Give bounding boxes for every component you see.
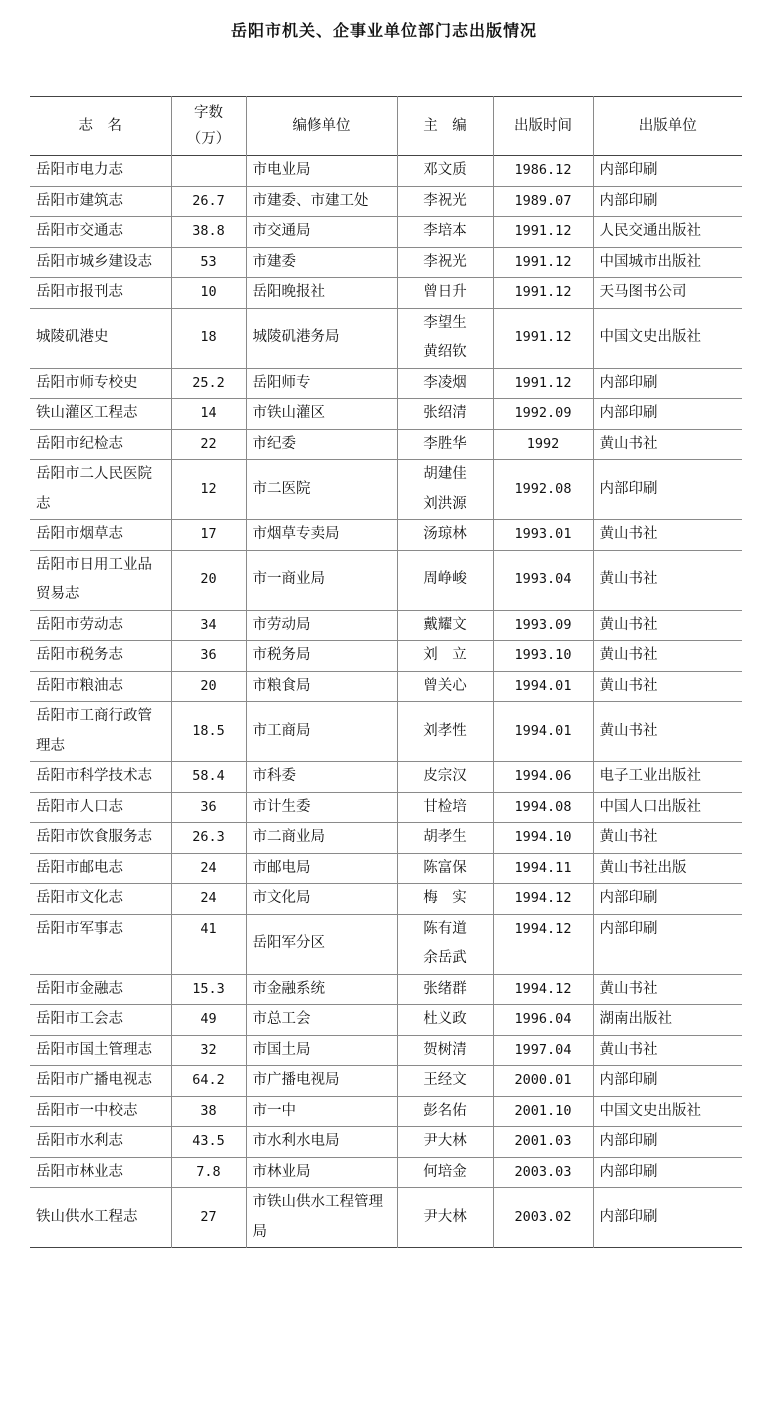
cell-name: 岳阳市工会志: [36, 1011, 123, 1027]
cell-unit: 市铁山灌区: [246, 399, 397, 430]
cell-name: 岳阳市报刊志: [36, 284, 123, 300]
header-words: [171, 97, 246, 156]
cell-unit: 市烟草专卖局: [246, 520, 397, 551]
cell-publisher: 黄山书社: [593, 1035, 742, 1066]
cell-publisher: 内部印刷: [593, 399, 742, 430]
cell-words: 24: [171, 853, 246, 884]
header-editor: 主 编: [397, 97, 493, 156]
editor-name: 邓文质: [423, 162, 467, 178]
cell-editor: [397, 156, 493, 187]
table-row: [30, 853, 742, 884]
editor-name: 李培本: [423, 223, 467, 239]
cell-publisher: 内部印刷: [593, 884, 742, 915]
cell-date: 1993.04: [493, 550, 593, 610]
cell-date: 2003.02: [493, 1188, 593, 1248]
table-row: [30, 974, 742, 1005]
table-row: [30, 429, 742, 460]
table-body: [30, 156, 742, 1248]
table-row: [30, 914, 742, 974]
cell-editor: [397, 399, 493, 430]
editor-name: 戴耀文: [423, 616, 467, 633]
cell-words: 18.5: [171, 702, 246, 762]
cell-words: 41: [171, 914, 246, 974]
editor-name: 尹大林: [423, 1208, 467, 1225]
cell-name: 岳阳市军事志: [36, 920, 123, 937]
table-row: [30, 156, 742, 187]
editor-name: 李祝光: [423, 253, 467, 270]
cell-editor: [397, 429, 493, 460]
editor-name: 张绪群: [423, 980, 467, 997]
table-row: [30, 247, 742, 278]
cell-unit: 市金融系统: [246, 974, 397, 1005]
cell-date: 1994.06: [493, 762, 593, 793]
cell-words: 14: [171, 399, 246, 430]
cell-date: 1993.09: [493, 610, 593, 641]
editor-name: 梅 实: [423, 890, 467, 906]
cell-date: 1992.09: [493, 399, 593, 430]
cell-words: 25.2: [171, 368, 246, 399]
cell-date: 1991.12: [493, 278, 593, 309]
cell-words: 36: [171, 641, 246, 672]
cell-name: 岳阳市税务志: [36, 647, 123, 663]
table-row: [30, 641, 742, 672]
table-row: [30, 884, 742, 915]
cell-date: 2003.03: [493, 1157, 593, 1188]
cell-name: 岳阳市电力志: [36, 162, 123, 178]
cell-name: 岳阳市工商行政管理志: [36, 708, 152, 754]
table-row: [30, 368, 742, 399]
cell-publisher: 黄山书社: [593, 641, 742, 672]
cell-editor: [397, 1005, 493, 1036]
cell-publisher: 黄山书社: [593, 520, 742, 551]
cell-unit: 市一商业局: [246, 550, 397, 610]
cell-date: 1996.04: [493, 1005, 593, 1036]
cell-publisher: 内部印刷: [593, 914, 742, 974]
table-row: [30, 1096, 742, 1127]
editor-name: 贺树清: [423, 1041, 467, 1058]
table-row: [30, 762, 742, 793]
cell-date: 1991.12: [493, 247, 593, 278]
cell-editor: [397, 792, 493, 823]
header-words-line2: （万）: [186, 131, 231, 147]
cell-words: 53: [171, 247, 246, 278]
table-row: [30, 1035, 742, 1066]
cell-unit: 市国土局: [246, 1035, 397, 1066]
cell-publisher: 黄山书社: [593, 974, 742, 1005]
table-row: [30, 610, 742, 641]
cell-date: 2000.01: [493, 1066, 593, 1097]
cell-name: 岳阳市建筑志: [36, 192, 123, 209]
cell-words: 49: [171, 1005, 246, 1036]
cell-unit: 市计生委: [246, 792, 397, 823]
cell-words: 18: [171, 308, 246, 368]
cell-date: 1993.01: [493, 520, 593, 551]
cell-words: 32: [171, 1035, 246, 1066]
cell-date: 1994.12: [493, 914, 593, 974]
cell-unit: 市一中: [246, 1096, 397, 1127]
cell-date: 1991.12: [493, 217, 593, 248]
cell-words: [171, 156, 246, 187]
cell-editor: [397, 853, 493, 884]
cell-name: 岳阳市广播电视志: [36, 1072, 152, 1088]
cell-publisher: 内部印刷: [593, 460, 742, 520]
cell-date: 1993.10: [493, 641, 593, 672]
cell-editor: [397, 671, 493, 702]
cell-words: 12: [171, 460, 246, 520]
cell-unit: 市工商局: [246, 702, 397, 762]
cell-editor: [397, 308, 493, 368]
cell-date: 1994.01: [493, 702, 593, 762]
cell-unit: 市劳动局: [246, 610, 397, 641]
cell-unit: 市广播电视局: [246, 1066, 397, 1097]
cell-date: 1994.08: [493, 792, 593, 823]
cell-date: 1989.07: [493, 186, 593, 217]
editor-name: 刘孝性: [423, 722, 467, 739]
cell-unit: 市交通局: [246, 217, 397, 248]
cell-date: 1992: [493, 429, 593, 460]
cell-date: 1994.12: [493, 884, 593, 915]
cell-editor: [397, 460, 493, 520]
cell-unit: 市文化局: [246, 884, 397, 915]
cell-words: 38.8: [171, 217, 246, 248]
cell-words: 20: [171, 671, 246, 702]
cell-editor: [397, 186, 493, 217]
cell-editor: [397, 762, 493, 793]
cell-words: 43.5: [171, 1127, 246, 1158]
cell-unit: 城陵矶港务局: [246, 308, 397, 368]
editor-name: 甘检培: [423, 798, 467, 815]
cell-publisher: 天马图书公司: [593, 278, 742, 309]
cell-publisher: 人民交通出版社: [593, 217, 742, 248]
cell-editor: [397, 520, 493, 551]
cell-date: 1994.10: [493, 823, 593, 854]
cell-publisher: 黄山书社: [593, 671, 742, 702]
cell-editor: [397, 1157, 493, 1188]
editor-name: 王经文: [423, 1072, 467, 1088]
cell-publisher: 内部印刷: [593, 1188, 742, 1248]
cell-editor: [397, 641, 493, 672]
cell-unit: 市建委: [246, 247, 397, 278]
cell-publisher: 中国文史出版社: [593, 1096, 742, 1127]
cell-publisher: 内部印刷: [593, 368, 742, 399]
cell-name: 岳阳市林业志: [36, 1163, 123, 1180]
cell-name: 岳阳市一中校志: [36, 1102, 138, 1119]
editor-name: 周峥峻: [423, 571, 467, 588]
header-publisher: 出版单位: [593, 97, 742, 156]
cell-publisher: 中国文史出版社: [593, 308, 742, 368]
cell-publisher: 黄山书社: [593, 823, 742, 854]
table-row: [30, 186, 742, 217]
cell-editor: [397, 914, 493, 974]
editor-name: 李胜华: [423, 435, 467, 452]
cell-name: 铁山灌区工程志: [36, 405, 138, 421]
cell-date: 1994.12: [493, 974, 593, 1005]
cell-editor: [397, 823, 493, 854]
cell-editor: [397, 1096, 493, 1127]
table-row: [30, 671, 742, 702]
editor-name: 陈富保: [423, 859, 467, 876]
cell-unit: 市二医院: [246, 460, 397, 520]
editor-name: 余岳武: [423, 950, 467, 966]
table-row: [30, 702, 742, 762]
cell-editor: [397, 610, 493, 641]
editor-name: 张绍清: [423, 405, 467, 421]
cell-publisher: 黄山书社: [593, 702, 742, 762]
cell-publisher: 中国城市出版社: [593, 247, 742, 278]
editor-name: 李祝光: [423, 192, 467, 209]
cell-name: 岳阳市文化志: [36, 890, 123, 906]
editor-name: 尹大林: [423, 1133, 467, 1149]
cell-name: 岳阳市国土管理志: [36, 1041, 152, 1058]
editor-name: 刘洪源: [423, 495, 467, 512]
cell-words: 17: [171, 520, 246, 551]
cell-unit: 岳阳师专: [246, 368, 397, 399]
cell-name: 岳阳市日用工业品贸易志: [36, 556, 152, 602]
cell-publisher: 黄山书社出版: [593, 853, 742, 884]
cell-words: 15.3: [171, 974, 246, 1005]
table-row: [30, 520, 742, 551]
editor-name: 曾关心: [423, 677, 467, 694]
cell-words: 64.2: [171, 1066, 246, 1097]
publication-table: [30, 96, 742, 1248]
cell-publisher: 内部印刷: [593, 1066, 742, 1097]
cell-unit: 市总工会: [246, 1005, 397, 1036]
editor-name: 胡建佳: [423, 466, 467, 482]
table-row: [30, 1005, 742, 1036]
cell-unit: 市水利水电局: [246, 1127, 397, 1158]
cell-editor: [397, 702, 493, 762]
cell-name: 岳阳市二人民医院志: [36, 466, 152, 512]
editor-name: 李凌烟: [423, 374, 467, 391]
cell-unit: 市铁山供水工程管理局: [246, 1188, 397, 1248]
cell-editor: [397, 217, 493, 248]
cell-words: 20: [171, 550, 246, 610]
editor-name: 黄绍钦: [423, 344, 467, 360]
cell-date: 1986.12: [493, 156, 593, 187]
table-row: [30, 1127, 742, 1158]
cell-date: 1992.08: [493, 460, 593, 520]
cell-name: 岳阳市金融志: [36, 980, 123, 997]
cell-name: 岳阳市水利志: [36, 1133, 123, 1149]
editor-name: 李望生: [423, 314, 467, 331]
cell-publisher: 中国人口出版社: [593, 792, 742, 823]
cell-words: 38: [171, 1096, 246, 1127]
cell-name: 岳阳市纪检志: [36, 435, 123, 452]
cell-name: 城陵矶港史: [36, 329, 109, 346]
cell-unit: 市科委: [246, 762, 397, 793]
cell-name: 岳阳市粮油志: [36, 677, 123, 694]
cell-words: 26.3: [171, 823, 246, 854]
cell-editor: [397, 1066, 493, 1097]
cell-name: 岳阳市师专校史: [36, 374, 138, 391]
cell-unit: 市纪委: [246, 429, 397, 460]
cell-unit: 市电业局: [246, 156, 397, 187]
cell-words: 24: [171, 884, 246, 915]
table-row: [30, 460, 742, 520]
cell-name: 岳阳市劳动志: [36, 616, 123, 633]
cell-date: 1991.12: [493, 368, 593, 399]
cell-name: 铁山供水工程志: [36, 1208, 138, 1225]
header-name: 志 名: [78, 118, 122, 134]
cell-editor: [397, 278, 493, 309]
cell-name: 岳阳市烟草志: [36, 526, 123, 542]
cell-publisher: 内部印刷: [593, 186, 742, 217]
cell-editor: [397, 1127, 493, 1158]
header-words-line1: 字数: [194, 105, 223, 121]
cell-editor: [397, 550, 493, 610]
table-row: [30, 308, 742, 368]
cell-unit: 市林业局: [246, 1157, 397, 1188]
editor-name: 汤琼林: [423, 526, 467, 542]
cell-name: 岳阳市交通志: [36, 223, 123, 239]
editor-name: 曾日升: [423, 284, 467, 300]
cell-publisher: 黄山书社: [593, 610, 742, 641]
cell-publisher: 黄山书社: [593, 429, 742, 460]
cell-unit: 岳阳晚报社: [246, 278, 397, 309]
table-row: [30, 217, 742, 248]
cell-date: 2001.10: [493, 1096, 593, 1127]
table-row: [30, 823, 742, 854]
cell-date: 2001.03: [493, 1127, 593, 1158]
cell-editor: [397, 974, 493, 1005]
cell-publisher: 内部印刷: [593, 1127, 742, 1158]
cell-publisher: 内部印刷: [593, 156, 742, 187]
cell-words: 22: [171, 429, 246, 460]
editor-name: 刘 立: [423, 647, 467, 663]
table-row: [30, 1066, 742, 1097]
cell-publisher: 黄山书社: [593, 550, 742, 610]
cell-publisher: 电子工业出版社: [593, 762, 742, 793]
cell-unit: 岳阳军分区: [246, 914, 397, 974]
header-unit: 编修单位: [246, 97, 397, 156]
cell-words: 36: [171, 792, 246, 823]
header-date: 出版时间: [493, 97, 593, 156]
cell-editor: [397, 247, 493, 278]
cell-name: 岳阳市人口志: [36, 798, 123, 815]
editor-name: 皮宗汉: [423, 768, 467, 784]
cell-name: 岳阳市城乡建设志: [36, 253, 152, 270]
cell-name: 岳阳市邮电志: [36, 859, 123, 876]
cell-date: 1997.04: [493, 1035, 593, 1066]
cell-unit: 市二商业局: [246, 823, 397, 854]
cell-name: 岳阳市饮食服务志: [36, 829, 152, 845]
cell-words: 10: [171, 278, 246, 309]
editor-name: 陈有道: [423, 920, 467, 937]
table-header-row: [30, 97, 742, 156]
table-row: [30, 1188, 742, 1248]
editor-name: 彭名佑: [423, 1102, 467, 1119]
cell-words: 7.8: [171, 1157, 246, 1188]
cell-editor: [397, 368, 493, 399]
editor-name: 杜义政: [423, 1011, 467, 1027]
cell-words: 58.4: [171, 762, 246, 793]
cell-editor: [397, 1035, 493, 1066]
editor-name: 胡孝生: [423, 829, 467, 845]
table-row: [30, 792, 742, 823]
editor-name: 何培金: [423, 1163, 467, 1180]
cell-unit: 市税务局: [246, 641, 397, 672]
cell-name: 岳阳市科学技术志: [36, 768, 152, 784]
table-row: [30, 399, 742, 430]
cell-words: 27: [171, 1188, 246, 1248]
cell-unit: 市粮食局: [246, 671, 397, 702]
cell-words: 34: [171, 610, 246, 641]
cell-publisher: 湖南出版社: [593, 1005, 742, 1036]
cell-editor: [397, 884, 493, 915]
cell-editor: [397, 1188, 493, 1248]
cell-unit: 市建委、市建工处: [246, 186, 397, 217]
table-row: [30, 1157, 742, 1188]
document-title: 岳阳市机关、企事业单位部门志出版情况: [230, 21, 537, 40]
cell-unit: 市邮电局: [246, 853, 397, 884]
cell-date: 1991.12: [493, 308, 593, 368]
table-row: [30, 278, 742, 309]
table-row: [30, 550, 742, 610]
cell-publisher: 内部印刷: [593, 1157, 742, 1188]
cell-words: 26.7: [171, 186, 246, 217]
cell-date: 1994.01: [493, 671, 593, 702]
cell-date: 1994.11: [493, 853, 593, 884]
